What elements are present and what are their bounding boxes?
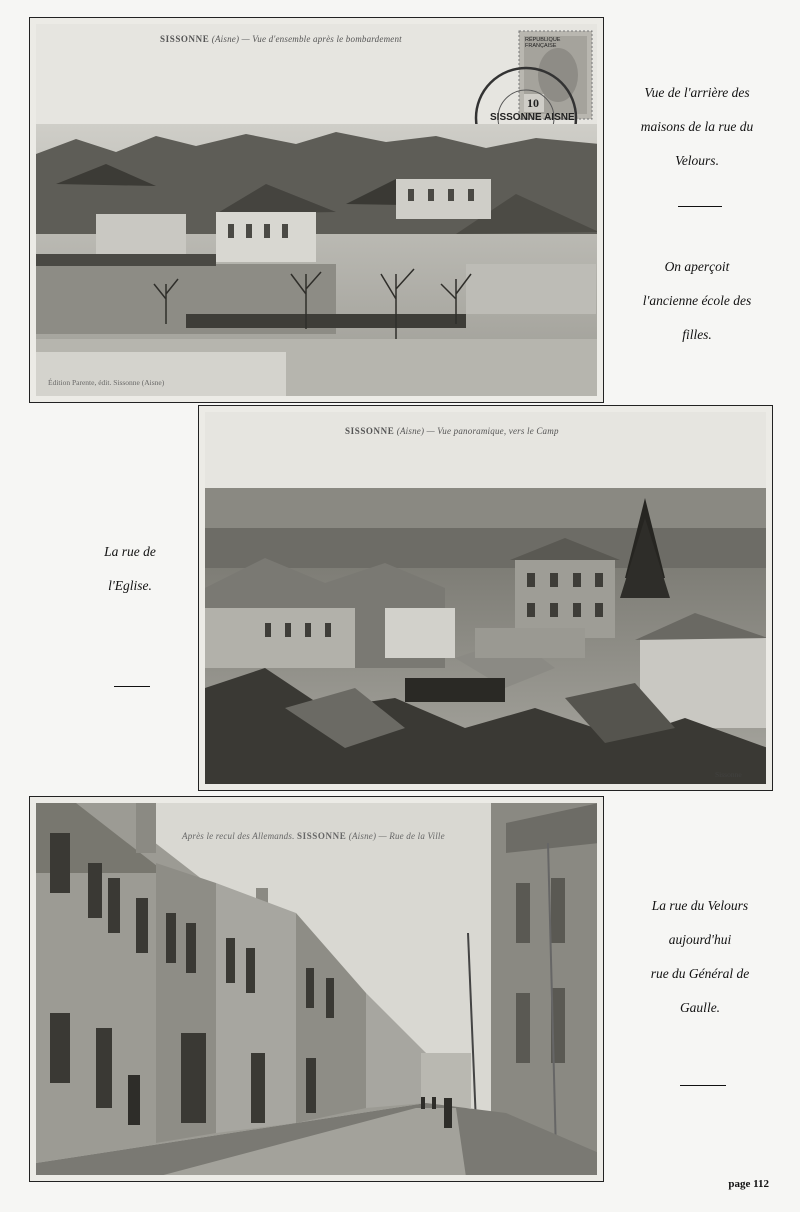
postcard-2-photo <box>205 488 766 784</box>
postcard-1-caption <box>160 34 402 44</box>
stamp-value: 10 <box>527 96 539 110</box>
postmark-text: SISSONNE AISNE <box>490 112 575 123</box>
caption-line: La rue de <box>104 544 156 559</box>
postcard-2-caption-region: (Aisne) <box>396 426 425 436</box>
caption-line: maisons de la rue du <box>640 119 754 134</box>
postcard-3-caption <box>182 831 445 841</box>
caption-line: On aperçoit <box>664 259 730 274</box>
caption-line: l'Eglise. <box>108 578 152 593</box>
postcard-2-publisher: Sissonne <box>715 770 742 779</box>
postcard-2-caption-text: — Vue panoramique, vers le Camp <box>426 426 559 436</box>
caption-line: La rue du Velours <box>651 898 749 913</box>
divider-rule <box>678 206 722 207</box>
caption-church-street <box>60 535 200 603</box>
stamp-country: RÉPUBLIQUE FRANÇAISE <box>525 37 561 49</box>
caption-line: rue du Général de <box>650 966 750 981</box>
caption-line: Vue de l'arrière des <box>644 85 750 100</box>
divider-rule <box>680 1085 726 1086</box>
postcard-1-caption-text: — Vue d'ensemble après le bombardement <box>241 34 402 44</box>
postcard-2-caption <box>345 426 559 436</box>
caption-line: filles. <box>682 327 712 342</box>
postcard-3 <box>29 796 604 1182</box>
postcard-1-caption-place: SISSONNE <box>160 34 210 44</box>
postcard-3-caption-text: — Rue de la Ville <box>378 831 445 841</box>
postcard-1 <box>29 17 604 403</box>
postcard-1-caption-region: (Aisne) <box>211 34 240 44</box>
caption-line: Gaulle. <box>679 1000 721 1015</box>
postcard-3-photo <box>36 803 597 1175</box>
page-number: page 112 <box>728 1178 769 1190</box>
postcard-2-surface <box>205 412 766 784</box>
caption-rear-houses <box>618 76 776 178</box>
postcard-1-photo <box>36 124 597 396</box>
postcard-3-caption-before: Après le recul des Allemands. <box>182 831 295 841</box>
caption-old-girls-school <box>618 250 776 352</box>
divider-rule <box>114 686 150 687</box>
caption-velours-street-today <box>612 889 788 1025</box>
postcard-1-publisher: Édition Parente, édit. Sissonne (Aisne) <box>48 378 165 387</box>
postcard-3-caption-place: SISSONNE <box>296 831 347 841</box>
caption-line: aujourd'hui <box>668 932 732 947</box>
postcard-2 <box>198 405 773 791</box>
postcard-2-caption-place: SISSONNE <box>345 426 395 436</box>
postcard-3-surface <box>36 803 597 1175</box>
postcard-3-caption-region: (Aisne) <box>348 831 377 841</box>
caption-line: l'ancienne école des <box>642 293 752 308</box>
caption-line: Velours. <box>675 153 719 168</box>
postcard-1-surface <box>36 24 597 396</box>
